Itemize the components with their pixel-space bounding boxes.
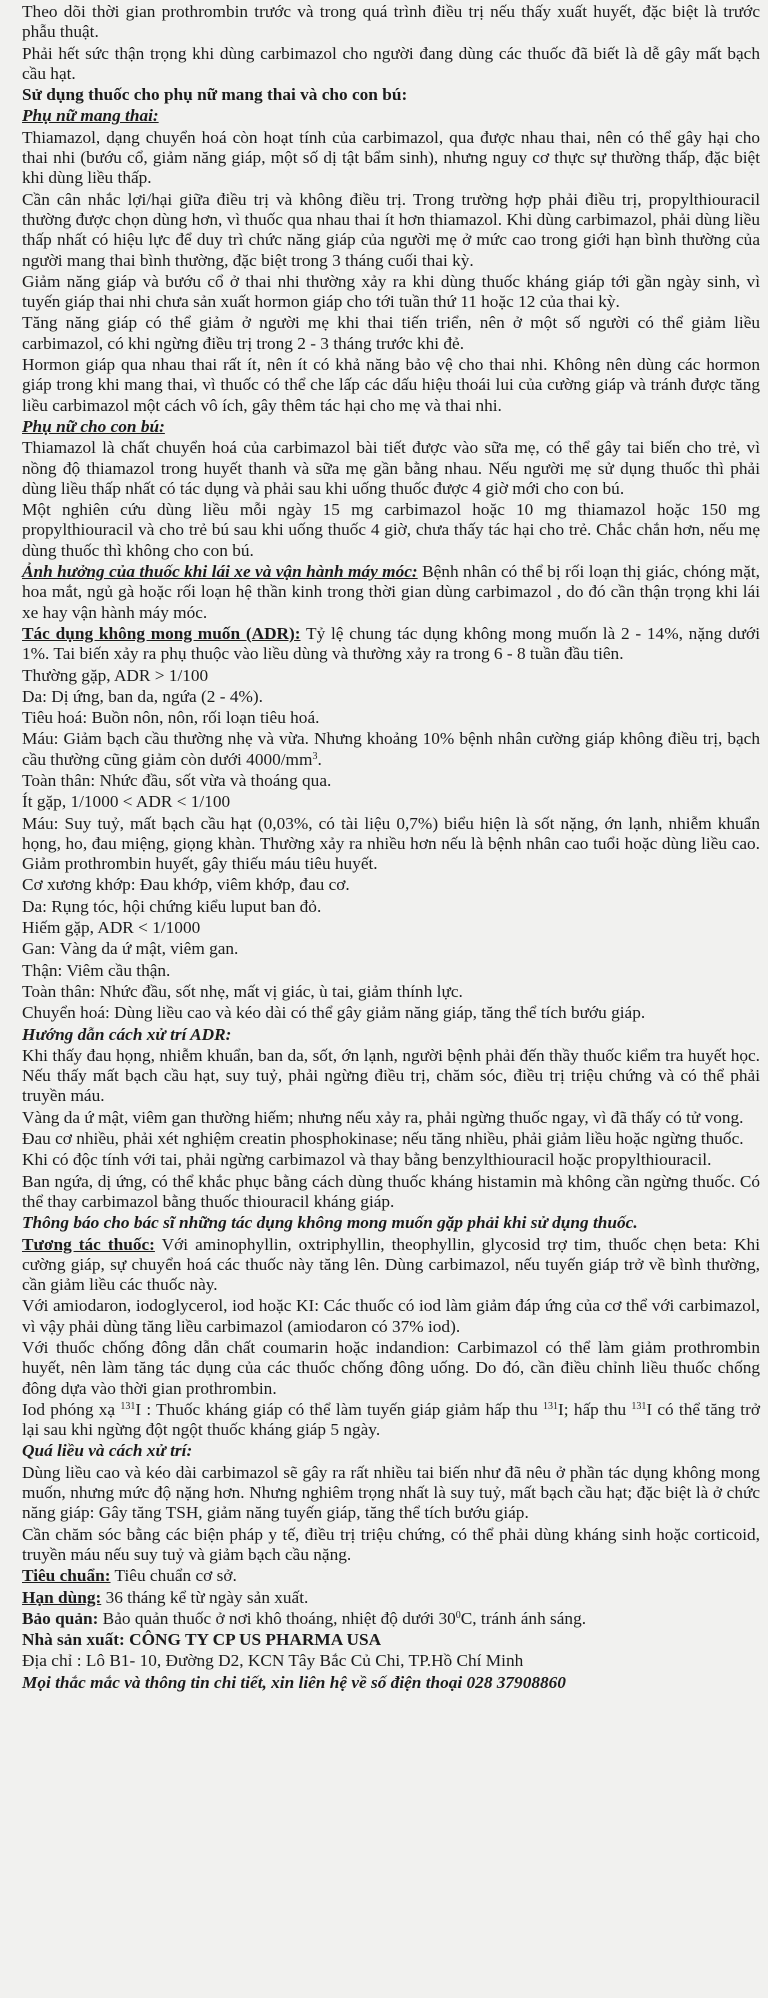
standard-value: Tiêu chuẩn cơ sở. [110,1566,237,1586]
adr-item: Cơ xương khớp: Đau khớp, viêm khớp, đau cơ. [22,875,350,895]
overdose-heading: Quá liều và cách xử trí: [22,1441,193,1461]
adr-heading: Tác dụng không mong muốn (ADR): [22,623,301,643]
prothrombin-note: Theo dõi thời gian prothrombin trước và trong quá trình điều trị nếu thấy xuất huyết, đặc biệt là trước phẫu thuật. [22,2,760,42]
storage-label: Bảo quản: [22,1608,99,1628]
nursing-paragraph: Một nghiên cứu dùng liều mỗi ngày 15 mg carbimazol hoặc 10 mg thiamazol hoặc 150 mg propylthiouracil và cho trẻ bú sau khi uống thuốc 4 giờ, chưa thấy tác hại cho trẻ. Chắc chắn hơn, nếu mẹ dùng thuốc thì không cho con bú. [22,500,760,560]
adr-frequency-heading: Hiếm gặp, ADR < 1/1000 [22,918,201,938]
overdose-paragraph: Dùng liều cao và kéo dài carbimazol sẽ gây ra rất nhiều tai biến như đã nêu ở phần tác dụng không mong muốn, nhưng mức độ nặng hơn. Nhưng nghiêm trọng nhất là suy tuỷ, mất bạch cầu hạt; đặc biệt là ở chức năng giáp: Gây tăng TSH, giảm năng tuyến giáp, tăng thể tích bướu giáp. [22,1462,760,1523]
interactions-text: I; hấp thu [558,1399,632,1419]
management-paragraph: Khi có độc tính với tai, phải ngừng carbimazol và thay bằng benzylthiouracil hoặc propylthiouracil. [22,1150,712,1170]
pregnancy-paragraph: Giảm năng giáp và bướu cổ ở thai nhi thường xảy ra khi dùng thuốc kháng giáp tới gần ngày sinh, vì tuyến giáp thai nhi chưa sản xuất hormon giáp cho tới tuần thứ 11 hoặc 12 của thai kỳ. [22,271,760,312]
contact-line: Mọi thắc mắc và thông tin chi tiết, xin liên hệ về số điện thoại 028 37908860 [22,1672,566,1692]
management-paragraph: Đau cơ nhiều, phải xét nghiệm creatin phosphokinase; nếu tăng nhiều, phải giảm liều hoặc ngừng thuốc. [22,1129,744,1149]
interactions-text: Iod phóng xạ [22,1399,121,1419]
management-paragraph: Ban ngứa, dị ứng, có thể khắc phục bằng cách dùng thuốc kháng histamin mà không cần ngừng thuốc. Có thể thay carbimazol bằng thuốc thiouracil kháng giáp. [22,1171,760,1211]
driving-text: Bệnh nhân có thể bị rối loạn thị giác, chóng mặt, hoa mắt, ngủ gà hoặc rối loạn hệ thần kinh trong thời gian dùng carbimazol , do đó cần thận trọng khi lái xe hay vận hành máy móc. [22,562,760,622]
interactions-section [22,1235,760,1296]
pregnancy-paragraph: Hormon giáp qua nhau thai rất ít, nên ít có khả năng bảo vệ cho thai nhi. Không nên dùng các hormon giáp trong khi mang thai, vì thuốc có thể che lấp các dấu hiệu thoái lui của cường giáp và tránh được tăng liều carbimazol một cách vô ích, gây thêm tác hại cho mẹ và thai nhi. [22,355,760,415]
adr-section [22,624,760,665]
adr-item: Gan: Vàng da ứ mật, viêm gan. [22,939,239,959]
adr-item: Toàn thân: Nhức đầu, sốt nhẹ, mất vị giác, ù tai, giảm thính lực. [22,981,463,1001]
superscript: 131 [543,1400,559,1412]
adr-item: Da: Dị ứng, ban da, ngứa (2 - 4%). [22,686,263,706]
maker-line [22,1630,760,1650]
driving-heading: Ảnh hưởng của thuốc khi lái xe và vận hành máy móc: [22,562,418,582]
adr-item-text: . [317,749,322,769]
interactions-heading: Tương tác thuốc: [22,1234,155,1254]
adr-frequency-heading: Thường gặp, ADR > 1/100 [22,665,209,685]
superscript: 131 [120,1400,136,1412]
management-paragraph: Khi thấy đau họng, nhiễm khuẩn, ban da, sốt, ớn lạnh, người bệnh phải đến thầy thuốc kiểm tra huyết học. Nếu thấy mất bạch cầu hạt, suy tuỷ, phải ngừng điều trị, chăm sóc, điều trị triệu chứng và có thể phải truyền máu. [22,1045,760,1106]
expiry-label: Hạn dùng: [22,1587,102,1607]
pregnancy-paragraph: Cần cân nhắc lợi/hại giữa điều trị và không điều trị. Trong trường hợp phải điều trị, propylthiouracil thường được chọn dùng hơn, vì thuốc qua nhau thai ít hơn thiamazol. Khi dùng carbimazol, phải dùng liều thấp nhất có hiệu lực để duy trì chức năng giáp của người mẹ ở mức cao trong giới hạn bình thường của người mang thai bình thường, đặc biệt trong 3 tháng cuối thai kỳ. [22,189,760,270]
management-paragraph: Vàng da ứ mật, viêm gan thường hiếm; nhưng nếu xảy ra, phải ngừng thuốc ngay, vì đã thấy có tử vong. [22,1107,744,1127]
adr-item: Thận: Viêm cầu thận. [22,960,171,980]
adr-item: Tiêu hoá: Buồn nôn, nôn, rối loạn tiêu hoá. [22,708,320,728]
adr-item [22,729,760,770]
report-notice: Thông báo cho bác sĩ những tác dụng không mong muốn gặp phải khi sử dụng thuốc. [22,1213,638,1233]
nursing-paragraph: Thiamazol là chất chuyển hoá của carbimazol bài tiết được vào sữa mẹ, có thể gây tai biến cho trẻ, vì nồng độ thiamazol trong huyết thanh và sữa mẹ gần bằng nhau. Nếu người mẹ sử dụng thuốc thì phải dùng liều thấp nhất có tác dụng và phải sau khi uống thuốc được 4 giờ mới cho con bú. [22,438,760,498]
superscript: 0 [455,1609,461,1621]
expiry-line [22,1588,760,1608]
adr-item-text: Máu: Giảm bạch cầu thường nhẹ và vừa. Nhưng khoảng 10% bệnh nhân cường giáp không điều trị, bạch cầu thường cũng giảm còn dưới 4000/mm [22,729,760,769]
adr-intro: Tỷ lệ chung tác dụng không mong muốn là 2 - 14%, nặng dưới 1%. Tai biến xảy ra phụ thuộc vào liều dùng và thường xảy ra trong 6 - 8 tuần đầu tiên. [22,623,760,664]
pregnancy-heading: Sử dụng thuốc cho phụ nữ mang thai và cho con bú: [22,85,408,105]
interactions-paragraph [22,1400,760,1441]
caution-note: Phải hết sức thận trọng khi dùng carbimazol cho người đang dùng các thuốc đã biết là dễ gây mất bạch cầu hạt. [22,43,760,83]
storage-line [22,1609,760,1629]
adr-item: Toàn thân: Nhức đầu, sốt vừa và thoáng qua. [22,770,332,790]
interactions-paragraph: Với amiodaron, iodoglycerol, iod hoặc KI: Các thuốc có iod làm giảm đáp ứng của cơ thể với carbimazol, vì vậy phải dùng tăng liều carbimazol (amiodaron có 37% iod). [22,1296,760,1336]
standard-label: Tiêu chuẩn: [22,1566,111,1586]
interactions-text: Với aminophyllin, oxtriphyllin, theophyllin, glycosid trợ tim, thuốc chẹn beta: Khi cường giáp, sự chuyển hoá các thuốc này tăng lên. Dùng carbimazol, nếu tuyến giáp trở về bình thường, cần giảm liều các thuốc này. [22,1234,761,1295]
pregnant-subheading: Phụ nữ mang thai: [22,106,159,126]
expiry-value: 36 tháng kể từ ngày sản xuất. [101,1587,309,1607]
interactions-text: I có thể tăng trở lại sau khi ngừng đột ngột thuốc kháng giáp 5 ngày. [22,1399,760,1440]
storage-value: Bảo quản thuốc ở nơi khô thoáng, nhiệt độ dưới 30 [98,1608,456,1628]
interactions-text: I : Thuốc kháng giáp có thể làm tuyến giáp giảm hấp thu [135,1399,544,1419]
interactions-paragraph: Với thuốc chống đông dẫn chất coumarin hoặc indandion: Carbimazol có thể làm giảm prothrombin huyết, nên làm tăng tác dụng của các thuốc chống đông uống. Do đó, cần điều chỉnh liều thuốc chống đông dựa vào thời gian prothrombin. [22,1338,760,1398]
pregnancy-paragraph: Tăng năng giáp có thể giảm ở người mẹ khi thai tiến triển, nên ở một số người có thể giảm liều carbimazol, có khi ngừng điều trị trong 2 - 3 tháng trước khi đẻ. [22,313,760,353]
storage-value: C, tránh ánh sáng. [460,1608,587,1628]
overdose-paragraph: Cần chăm sóc bằng các biện pháp y tế, điều trị triệu chứng, có thể phải dùng kháng sinh hoặc corticoid, truyền máu nếu suy tuỷ và giảm bạch cầu nặng. [22,1524,760,1564]
adr-item: Chuyển hoá: Dùng liều cao và kéo dài có thể gây giảm năng giáp, tăng thể tích bướu giáp. [22,1003,646,1023]
pregnancy-paragraph: Thiamazol, dạng chuyển hoá còn hoạt tính của carbimazol, qua được nhau thai, nên có thể gây hại cho thai nhi (bướu cổ, giảm năng giáp, một số dị tật bẩm sinh), nhưng nguy cơ thực sự thường thấp, đặc biệt khi dùng liều thấp. [22,127,760,188]
adr-item: Da: Rụng tóc, hội chứng kiểu luput ban đỏ. [22,896,322,916]
adr-frequency-heading: Ít gặp, 1/1000 < ADR < 1/100 [22,792,231,812]
superscript: 3 [312,750,318,762]
adr-item: Máu: Suy tuỷ, mất bạch cầu hạt (0,03%, có tài liệu 0,7%) biểu hiện là sốt nặng, ớn lạnh, nhiễm khuẩn họng, ho, đau miệng, giọng khàn. Thường xảy ra nhiều hơn nếu là bệnh nhân cao tuổi hoặc dùng liều cao. Giảm prothrombin huyết, gây thiếu máu tiêu huyết. [22,813,760,874]
maker-label: Nhà sản xuất: [22,1630,125,1650]
standard-line [22,1566,760,1586]
management-heading: Hướng dẫn cách xử trí ADR: [22,1024,232,1044]
nursing-subheading: Phụ nữ cho con bú: [22,416,165,436]
superscript: 131 [631,1400,647,1412]
driving-section [22,562,760,623]
address-line: Địa chỉ : Lô B1- 10, Đường D2, KCN Tây Bắc Củ Chi, TP.Hồ Chí Minh [22,1651,524,1671]
maker-value: CÔNG TY CP US PHARMA USA [124,1630,382,1650]
